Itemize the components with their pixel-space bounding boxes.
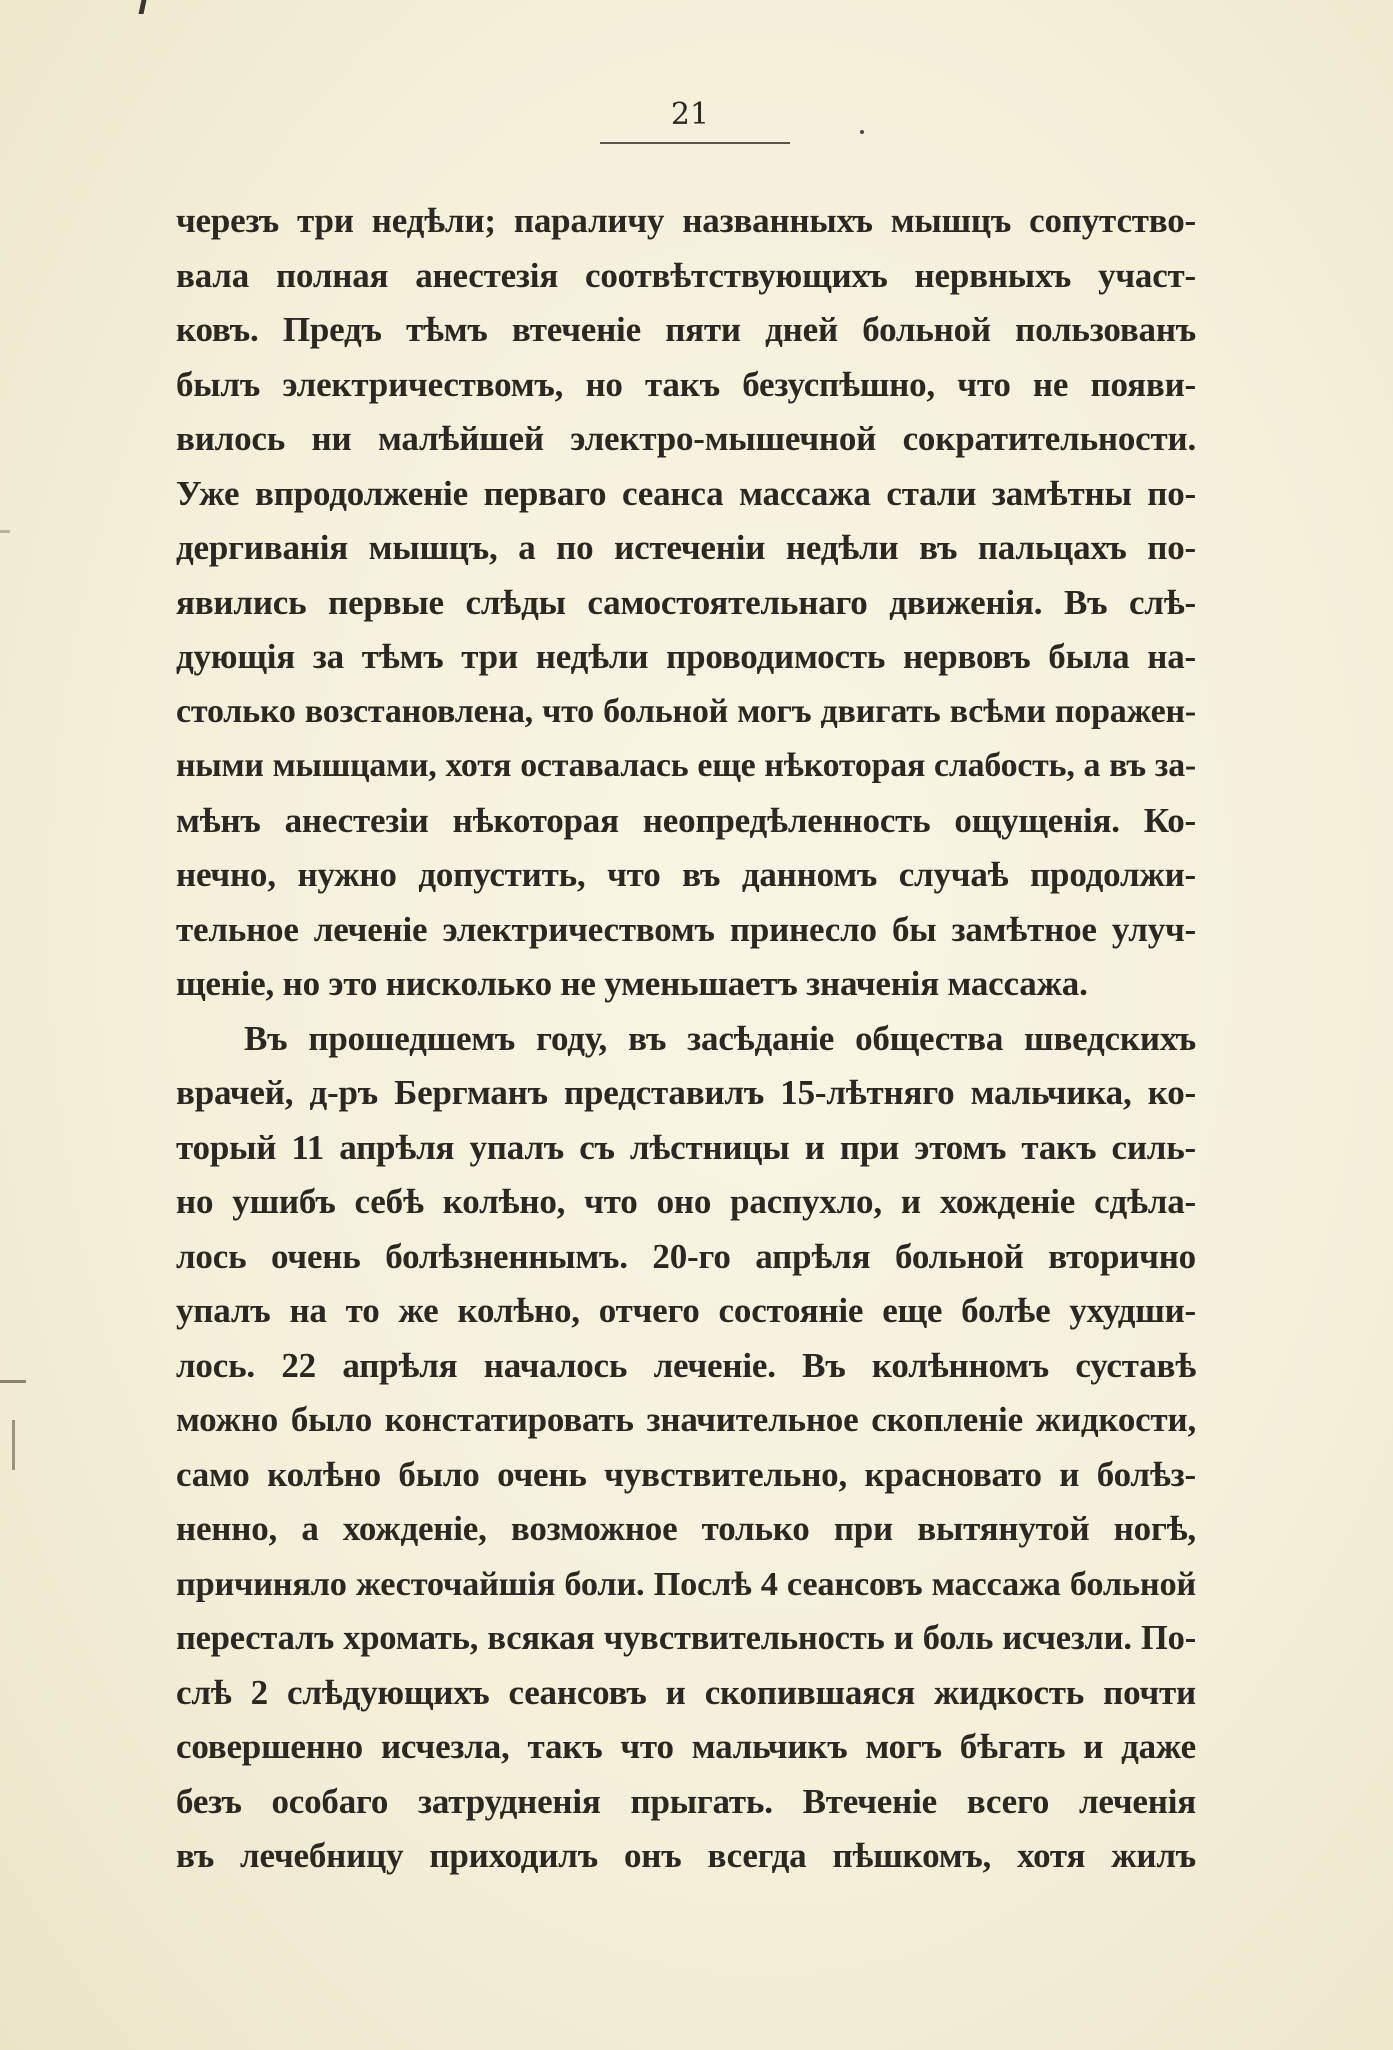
text-line: совершенно исчезла, такъ что мальчикъ могъ бѣгать и даже (176, 1727, 1196, 1766)
text-line: явились первые слѣды самостоятельнаго движенія. Въ слѣ- (176, 582, 1196, 622)
text-line: безъ особаго затрудненія прыгать. Втеченіе всего леченія (176, 1781, 1196, 1821)
header-rule (600, 142, 790, 144)
text-line: ными мышцами, хотя оставалась еще нѣкоторая слабость, а въ за- (176, 747, 1196, 784)
page-number: 21 (670, 97, 710, 132)
text-line: дующія за тѣмъ три недѣли проводимость нервовъ была на- (176, 637, 1196, 676)
text-line: черезъ три недѣли; параличу названныхъ мышцъ сопутство- (176, 201, 1196, 240)
text-line: былъ электричествомъ, но такъ безуспѣшно, что не появи- (176, 364, 1196, 404)
text-line: Уже впродолженіе перваго сеанса массажа стали замѣтны по- (176, 473, 1196, 513)
text-line: пересталъ хромать, всякая чувствительность и боль исчезли. По- (176, 1619, 1196, 1657)
text-line: тельное леченіе электричествомъ принесло бы замѣтное улуч- (176, 909, 1196, 949)
header-dot (860, 130, 864, 134)
edge-mark-1 (0, 530, 10, 533)
text-line: дергиванія мышцъ, а по истеченіи недѣли въ пальцахъ по- (176, 528, 1196, 567)
text-line: въ лечебницу приходилъ онъ всегда пѣшкомъ, хотя жилъ (176, 1836, 1196, 1875)
text-line: причиняло жесточайшія боли. Послѣ 4 сеансовъ массажа больной (176, 1564, 1196, 1603)
text-line: упалъ на то же колѣно, отчего состояніе еще болѣе ухудши- (176, 1291, 1196, 1330)
text-line: лось. 22 апрѣля началось леченіе. Въ колѣнномъ суставѣ (176, 1345, 1196, 1385)
text-line: Въ прошедшемъ году, въ засѣданіе общества шведскихъ (244, 1018, 1196, 1058)
corner-ink-mark (139, 0, 147, 14)
text-line: столько возстановлена, что больной могъ двигать всѣми поражен- (176, 692, 1196, 730)
text-line: нечно, нужно допустить, что въ данномъ случаѣ продолжи- (176, 855, 1196, 894)
text-line: ковъ. Предъ тѣмъ втеченіе пяти дней больной пользованъ (176, 310, 1196, 349)
body-text (176, 194, 1196, 1884)
text-line: лось очень болѣзненнымъ. 20-го апрѣля больной вторично (176, 1236, 1196, 1276)
text-line: щеніе, но это нисколько не уменьшаетъ значенія массажа. (176, 964, 1088, 1003)
text-line: ненно, а хожденіе, возможное только при вытянутой ногѣ, (176, 1509, 1196, 1548)
text-line: вилось ни малѣйшей электро-мышечной сократительности. (176, 419, 1196, 458)
text-line: врачей, д-ръ Бергманъ представилъ 15-лѣтняго мальчика, ко- (176, 1073, 1196, 1112)
text-line: само колѣно было очень чувствительно, красновато и болѣз- (176, 1454, 1196, 1494)
page-header (580, 97, 800, 132)
edge-mark-3 (12, 1420, 15, 1470)
text-line: но ушибъ себѣ колѣно, что оно распухло, и хожденіе сдѣла- (176, 1182, 1196, 1221)
text-line: мѣнъ анестезіи нѣкоторая неопредѣленность ощущенія. Ко- (176, 800, 1196, 840)
text-line: слѣ 2 слѣдующихъ сеансовъ и скопившаяся жидкость почти (176, 1672, 1196, 1712)
edge-mark-2 (0, 1380, 26, 1383)
text-line: можно было констатировать значительное скопленіе жидкости, (176, 1400, 1196, 1439)
text-line: вала полная анестезія соотвѣтствующихъ нервныхъ участ- (176, 255, 1196, 295)
text-line: торый 11 апрѣля упалъ съ лѣстницы и при этомъ такъ силь- (176, 1127, 1196, 1167)
